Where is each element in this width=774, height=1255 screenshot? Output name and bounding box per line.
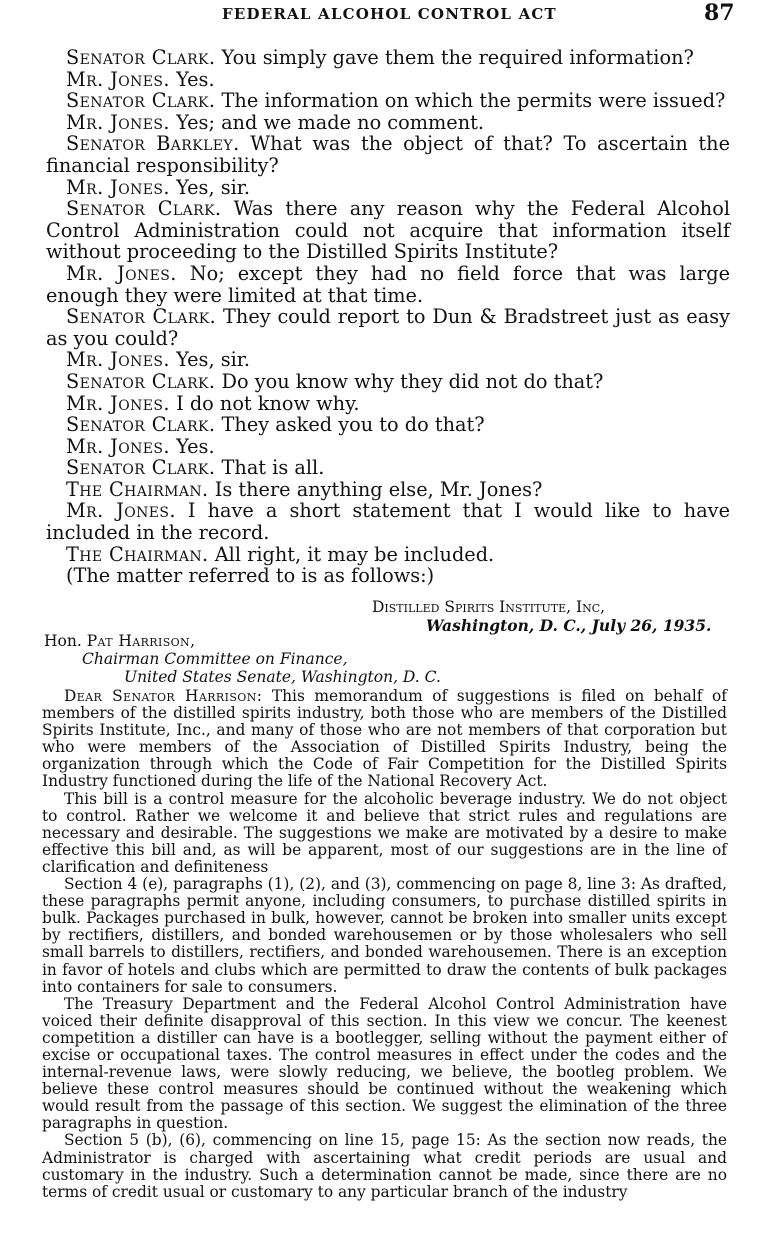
dialogue-line	[46, 436, 730, 458]
dialogue-text: Yes.	[169, 434, 215, 458]
dialogue-line	[46, 500, 730, 543]
speaker-name: Senator Clark.	[66, 413, 216, 437]
speaker-name: Mr. Jones.	[66, 175, 170, 199]
speaker-name: Senator Clark.	[66, 369, 216, 393]
address-prefix: Hon.	[44, 632, 87, 650]
address-line-title: Chairman Committee on Finance,	[82, 650, 348, 668]
dialogue-line	[46, 306, 730, 349]
speaker-name: Senator Clark.	[66, 456, 216, 480]
speaker-name: Senator Barkley.	[66, 132, 240, 156]
letterhead-place-date: Washington, D. C., July 26, 1935.	[426, 616, 712, 635]
speaker-name: The Chairman.	[66, 542, 209, 566]
dialogue-text: That is all.	[215, 456, 325, 480]
dialogue-text: What was the object of that? To ascertain the financial responsibility?	[46, 132, 731, 177]
hearing-dialogue	[46, 47, 730, 587]
page-number: 87	[704, 0, 735, 26]
memo-paragraph	[42, 791, 727, 876]
address-line-location: United States Senate, Washington, D. C.	[124, 668, 441, 686]
dialogue-text: I do not know why.	[169, 391, 360, 415]
memo-text: The Treasury Department and the Federal Alcohol Control Administration have voiced their definite disapproval of this section. In this view we concur. The keenest competition a distiller can have is a bootlegger, selling without the payment either of excise or occupational taxes. The control measures in effect under the codes and the internal-revenue laws, were slowly reducing, we believe, the bootleg problem. We believe these control measures should be continued without the weakening which would result from the passage of this section. We suggest the elimination of the three paragraphs in question.	[42, 994, 727, 1133]
memo-text: This memorandum of suggestions is filed on behalf of members of the distilled spirits industry, both those who are members of the Distilled Spirits Institute, Inc., and many of those who are not members of that corporation but who were members of the Association of Distilled Spirits Industry, being the organization through which the Code of Fair Competition for the Distilled Spirits Industry functioned during the life of the National Recovery Act.	[42, 687, 728, 791]
memo-paragraph	[42, 1132, 727, 1200]
speaker-name: Mr. Jones.	[66, 434, 170, 458]
dialogue-text: You simply gave them the required information?	[215, 46, 694, 69]
memo-paragraph	[42, 876, 727, 996]
memo-salutation: Dear Senator Harrison:	[64, 687, 263, 705]
dialogue-text: Yes, sir.	[169, 175, 250, 199]
dialogue-text: No; except they had no field force that was large enough they were limited at that time.	[46, 261, 730, 307]
speaker-name: Mr. Jones.	[66, 499, 176, 523]
speaker-name: Mr. Jones.	[66, 391, 170, 415]
running-title: FEDERAL ALCOHOL CONTROL ACT	[222, 5, 557, 23]
speaker-name: Mr. Jones.	[66, 110, 170, 134]
dialogue-line	[46, 565, 730, 587]
speaker-name: Mr. Jones.	[66, 261, 177, 285]
dialogue-line	[46, 198, 730, 263]
dialogue-text: Yes; and we made no comment.	[169, 110, 484, 134]
dialogue-line	[46, 393, 730, 415]
dialogue-text: They could report to Dun & Bradstreet just as easy as you could?	[46, 305, 730, 350]
memo-paragraph	[42, 996, 727, 1133]
dialogue-line	[46, 479, 730, 501]
memo-text: This bill is a control measure for the alcoholic beverage industry. We do not object to control. Rather we welcome it and believe that strict rules and regulations are necessary and desirable. The suggestions we make are motivated by a desire to make effective this bill and, as will be apparent, most of our suggestions are in the line of clarification and definiteness	[42, 789, 727, 876]
memo-paragraph	[42, 688, 727, 791]
dialogue-text: They asked you to do that?	[215, 413, 485, 437]
dialogue-line	[46, 457, 730, 479]
dialogue-line	[46, 90, 730, 112]
dialogue-text: The information on which the permits were issued?	[215, 89, 726, 113]
speaker-name: Senator Clark.	[66, 197, 222, 221]
dialogue-text: (The matter referred to is as follows:)	[66, 564, 435, 588]
dialogue-line	[46, 47, 730, 69]
dialogue-line	[46, 263, 730, 306]
dialogue-text: I have a short statement that I would like to have included in the record.	[46, 499, 730, 545]
speaker-name: Mr. Jones.	[66, 67, 170, 91]
dialogue-text: Yes, sir.	[169, 348, 250, 372]
dialogue-line	[46, 371, 730, 393]
dialogue-line	[46, 177, 730, 199]
address-line-recipient	[44, 632, 195, 650]
dialogue-text: Do you know why they did not do that?	[215, 369, 604, 393]
address-name: Pat Harrison,	[86, 632, 196, 650]
dialogue-text: Yes.	[169, 67, 215, 91]
dialogue-line	[46, 349, 730, 371]
running-header	[0, 0, 774, 30]
dialogue-line	[46, 414, 730, 436]
dialogue-text: Was there any reason why the Federal Alcohol Control Administration could not acquire that information itself without proceeding to the Distilled Spirits Institute?	[46, 197, 730, 264]
speaker-name: The Chairman.	[66, 477, 209, 501]
dialogue-line	[46, 133, 730, 176]
speaker-name: Senator Clark.	[66, 89, 216, 113]
letterhead-organization: Distilled Spirits Institute, Inc,	[372, 598, 606, 616]
memorandum-body	[42, 688, 727, 1201]
speaker-name: Mr. Jones.	[66, 348, 170, 372]
dialogue-text: All right, it may be included.	[208, 542, 495, 566]
dialogue-line	[46, 112, 730, 134]
speaker-name: Senator Clark.	[66, 305, 217, 329]
dialogue-text: Is there anything else, Mr. Jones?	[208, 477, 543, 501]
memo-text: Section 4 (e), paragraphs (1), (2), and (3), commencing on page 8, line 3: As drafted, these paragraphs permit anyone, including consumers, to purchase distilled spirits in bulk. Packages purchased in bulk, however, cannot be broken into smaller units except by rectifiers, distillers, and bonded warehousemen or by those wholesalers who sell small barrels to distillers, rectifiers, and bonded warehousemen. There is an exception in favor of hotels and clubs which are permitted to draw the contents of bulk packages into containers for sale to consumers.	[42, 875, 727, 996]
memo-text: Section 5 (b), (6), commencing on line 15, page 15: As the section now reads, the Administrator is charged with ascertaining what credit periods are usual and customary in the industry. Such a determination cannot be made, since there are no terms of credit usual or customary to any particular branch of the industry	[42, 1131, 727, 1201]
dialogue-line	[46, 544, 730, 566]
speaker-name: Senator Clark.	[66, 46, 216, 69]
dialogue-line	[46, 69, 730, 91]
